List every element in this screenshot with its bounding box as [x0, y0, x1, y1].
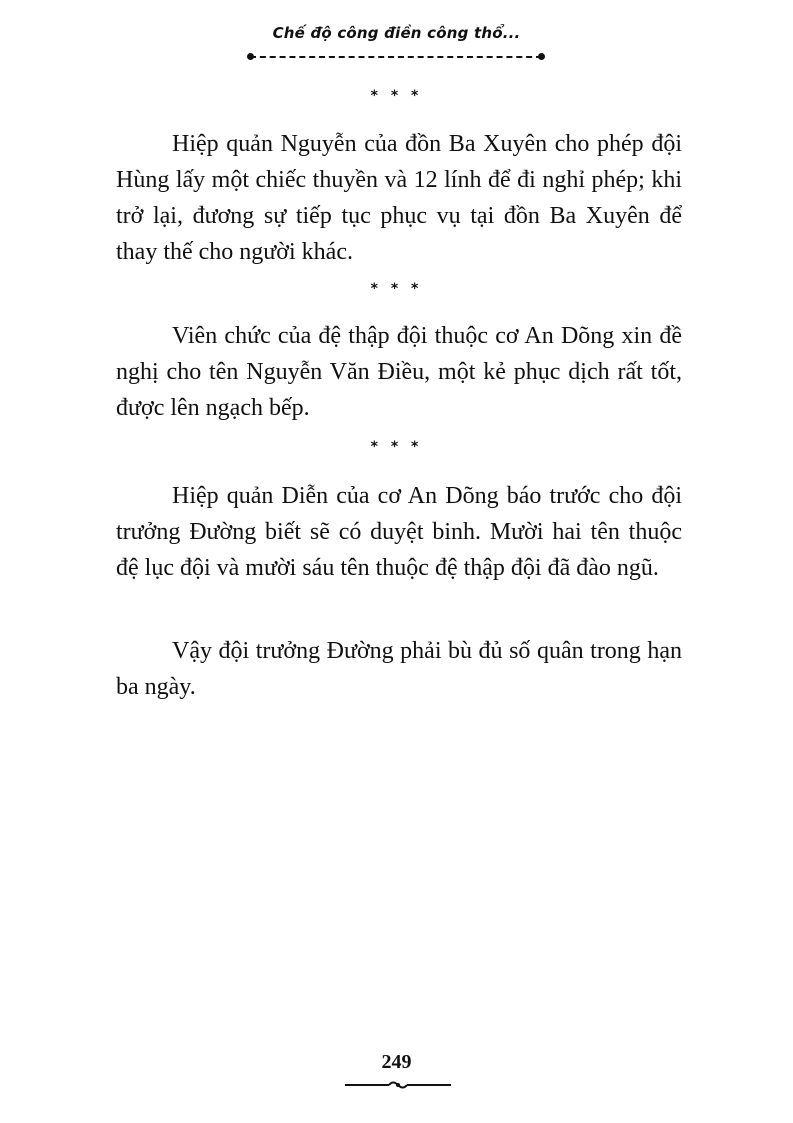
- section-separator: * * *: [370, 439, 423, 455]
- footer-ornament: [345, 1080, 451, 1090]
- divider-dot-right: [538, 53, 545, 60]
- page-number: 249: [381, 1051, 412, 1073]
- section-separator: * * *: [370, 88, 423, 104]
- paragraph: Vậy đội trưởng Đường phải bù đủ số quân trong hạn ba ngày.: [116, 638, 682, 700]
- header-divider: [250, 56, 542, 58]
- paragraph: Hiệp quản Diễn của cơ An Dõng báo trước cho đội trưởng Đường biết sẽ có duyệt binh. Mười hai tên thuộc đệ lục đội và mười sáu tên thuộc đệ thập đội đã đào ngũ.: [116, 483, 682, 581]
- running-header: Chế độ công điền công thổ...: [272, 24, 521, 42]
- section-separator: * * *: [370, 281, 423, 297]
- paragraph: Viên chức của đệ thập đội thuộc cơ An Dõng xin đề nghị cho tên Nguyễn Văn Điều, một kẻ phục dịch rất tốt, được lên ngạch bếp.: [116, 323, 682, 421]
- paragraph: Hiệp quản Nguyễn của đồn Ba Xuyên cho phép đội Hùng lấy một chiếc thuyền và 12 lính để đi nghỉ phép; khi trở lại, đương sự tiếp tục phục vụ tại đồn Ba Xuyên để thay thế cho người khác.: [116, 131, 682, 265]
- divider-dot-left: [247, 53, 254, 60]
